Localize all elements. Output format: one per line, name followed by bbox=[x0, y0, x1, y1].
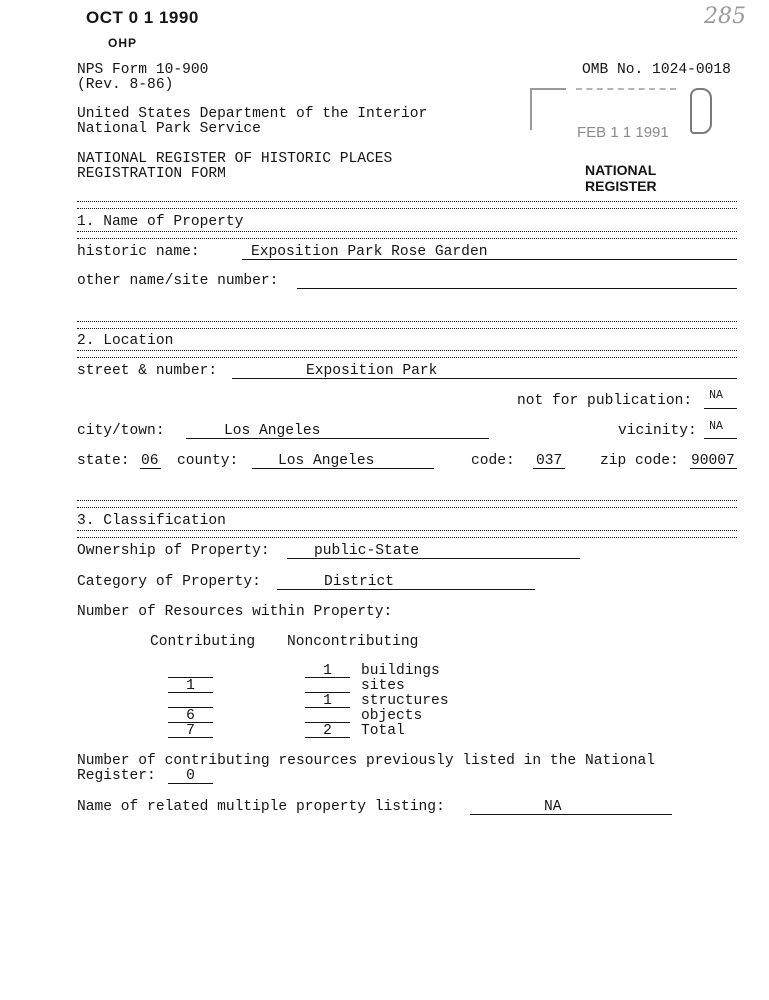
omb-number: OMB No. 1024-0018 bbox=[582, 62, 731, 78]
form-number: NPS Form 10-900 bbox=[77, 62, 209, 78]
section-divider bbox=[77, 231, 737, 239]
multiple-listing-label: Name of related multiple property listing: bbox=[77, 799, 445, 815]
state-value[interactable]: 06 bbox=[141, 453, 159, 469]
resources-label: Number of Resources within Property: bbox=[77, 604, 393, 620]
ohp-stamp: OHP bbox=[108, 36, 138, 50]
previously-listed-label-cont: Register: bbox=[77, 768, 156, 784]
noncontributing-header: Noncontributing bbox=[287, 634, 419, 650]
historic-name-value[interactable]: Exposition Park Rose Garden bbox=[251, 244, 488, 260]
contributing-count[interactable]: 1 bbox=[186, 678, 195, 694]
not-for-publication-value[interactable]: NA bbox=[709, 389, 723, 402]
resource-type: structures bbox=[361, 693, 449, 709]
resource-type: sites bbox=[361, 678, 405, 694]
multiple-listing-value[interactable]: NA bbox=[544, 799, 562, 815]
category-line bbox=[277, 589, 535, 590]
form-revision: (Rev. 8-86) bbox=[77, 77, 174, 93]
national-register-stamp: NATIONAL REGISTER bbox=[585, 162, 657, 194]
noncontributing-count[interactable]: 1 bbox=[323, 663, 332, 679]
previously-listed-label: Number of contributing resources previously listed in the National bbox=[77, 753, 656, 769]
street-label: street & number: bbox=[77, 363, 218, 379]
section-divider bbox=[77, 201, 737, 209]
section-3-title: 3. Classification bbox=[77, 513, 226, 529]
contributing-header: Contributing bbox=[150, 634, 256, 650]
city-label: city/town: bbox=[77, 423, 165, 439]
not-for-publication-line bbox=[704, 408, 737, 409]
county-value[interactable]: Los Angeles bbox=[278, 453, 375, 469]
section-divider bbox=[77, 321, 737, 329]
vicinity-value[interactable]: NA bbox=[709, 420, 723, 433]
form-title: NATIONAL REGISTER OF HISTORIC PLACES bbox=[77, 151, 393, 167]
zip-value[interactable]: 90007 bbox=[691, 453, 735, 469]
previously-listed-value[interactable]: 0 bbox=[186, 768, 195, 784]
resource-type: buildings bbox=[361, 663, 440, 679]
service-name: National Park Service bbox=[77, 121, 261, 137]
street-value[interactable]: Exposition Park bbox=[306, 363, 438, 379]
zip-label: zip code: bbox=[600, 453, 679, 469]
vicinity-line bbox=[704, 438, 737, 439]
other-name-label: other name/site number: bbox=[77, 273, 279, 289]
resource-type: Total bbox=[361, 723, 405, 739]
department-name: United States Department of the Interior bbox=[77, 106, 428, 122]
other-name-line bbox=[297, 288, 737, 289]
page-number-handwritten: 285 bbox=[704, 4, 746, 29]
noncontributing-count[interactable]: 1 bbox=[323, 693, 332, 709]
not-for-publication-label: not for publication: bbox=[517, 393, 693, 409]
code-label: code: bbox=[471, 453, 515, 469]
code-value[interactable]: 037 bbox=[536, 453, 563, 469]
section-divider bbox=[77, 530, 737, 538]
form-subtitle: REGISTRATION FORM bbox=[77, 166, 226, 182]
received-box-date: FEB 1 1 1991 bbox=[577, 124, 669, 141]
section-2-title: 2. Location bbox=[77, 333, 174, 349]
ownership-value[interactable]: public-State bbox=[314, 543, 420, 559]
contributing-count[interactable]: 6 bbox=[186, 708, 195, 724]
received-date-stamp: OCT 0 1 1990 bbox=[86, 8, 199, 27]
section-divider bbox=[77, 500, 737, 508]
vicinity-label: vicinity: bbox=[618, 423, 697, 439]
category-label: Category of Property: bbox=[77, 574, 261, 590]
multiple-listing-line bbox=[470, 814, 672, 815]
noncontributing-count[interactable]: 2 bbox=[323, 723, 332, 739]
section-1-title: 1. Name of Property bbox=[77, 214, 244, 230]
county-label: county: bbox=[177, 453, 239, 469]
historic-name-label: historic name: bbox=[77, 244, 200, 260]
city-value[interactable]: Los Angeles bbox=[224, 423, 321, 439]
category-value[interactable]: District bbox=[324, 574, 395, 590]
state-label: state: bbox=[77, 453, 130, 469]
resource-type: objects bbox=[361, 708, 423, 724]
ownership-label: Ownership of Property: bbox=[77, 543, 270, 559]
contributing-count[interactable]: 7 bbox=[186, 723, 195, 739]
section-divider bbox=[77, 350, 737, 358]
